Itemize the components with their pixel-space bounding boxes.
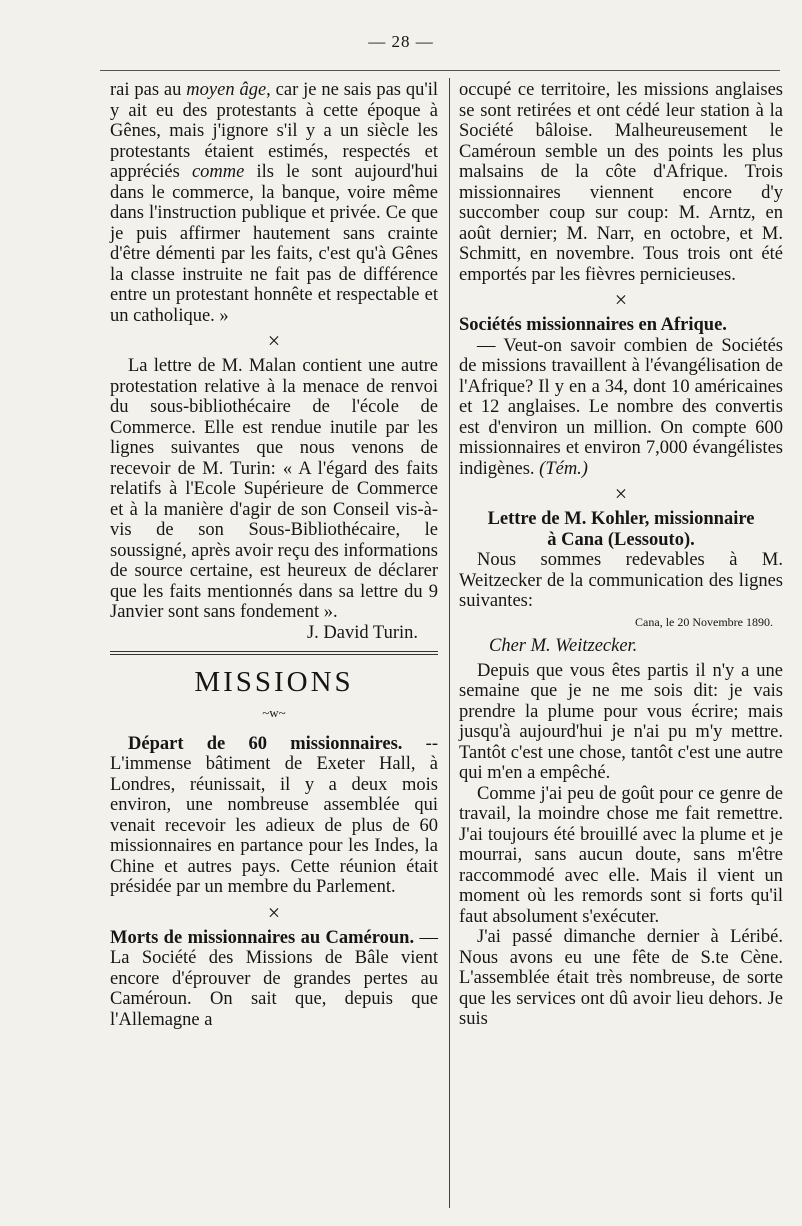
left-column xyxy=(110,80,438,1030)
section-separator: × xyxy=(267,899,281,925)
paragraph: rai pas au moyen âge, car je ne sais pas qu'il y ait eu des protestants à cette époque à Gênes, mais j'ignore s'il y a un siècle les protestants étaient estimés, respectés et appréciés comme ils le sont aujourd'hui dans le commerce, la banque, voire même dans l'instruction publique et privée. Ce que je puis affirmer hautement sans crainte d'être démenti par les faits, c'est qu'à Gênes la classe instruite ne fait pas de différence entre un protestant honnête et respectable et un catholique. » xyxy=(110,80,438,326)
ornament: ~w~ xyxy=(262,705,286,720)
article-heading: à Cana (Lessouto). xyxy=(547,529,695,550)
section-separator: × xyxy=(267,328,281,353)
paragraph: Départ de 60 missionnaires. -- L'immense bâtiment de Exeter Hall, à Londres, réunissait, il y a deux mois environ, une nombreuse assemblée qui venait recevoir les adieux de plus de 60 missionnaires en partance pour les Indes, la Chine et autres pays. Cette réunion était présidée par un membre du Parlement. xyxy=(110,733,439,897)
paragraph: Morts de missionnaires au Caméroun. — La Société des Missions de Bâle vient encore d'éprouver de grandes pertes au Caméroun. On sait que, depuis que l'Allemagne a xyxy=(110,927,438,1030)
right-column xyxy=(459,80,783,1030)
paragraph: occupé ce territoire, les missions anglaises se sont retirées et ont cédé leur station à la Société bâloise. Malheureusement le Caméroun semble un des points les plus malsains de la côte d'Afrique. Trois missionnaires viennent encore d'y succomber coup sur coup: M. Arntz, en août dernier; M. Narr, en octobre, et M. Schmitt, en novembre. Tous trois ont été emportés par les fièvres pernicieuses. xyxy=(459,80,783,285)
letter-date: Cana, le 20 Novembre 1890. xyxy=(635,614,773,629)
header-rule xyxy=(100,70,780,71)
column-divider xyxy=(449,78,450,1208)
paragraph: J'ai passé dimanche dernier à Léribé. Nous avons eu une fête de S.te Cène. L'assemblée était très nombreuse, de sorte que les services ont dû avoir lieu dehors. Je suis xyxy=(459,927,783,1029)
paragraph: — Veut-on savoir combien de Sociétés de missions travaillent à l'évangélisation de l'Afrique? Il y en a 34, dont 10 américaines et 12 anglaises. Le nombre des convertis est d'environ un million. On compte 600 missionnaires et environ 7,000 évangélistes indigènes. (Tém.) xyxy=(459,335,783,479)
page-number: — 28 — xyxy=(368,32,434,51)
section-separator: × xyxy=(614,287,628,312)
paragraph: Depuis que vous êtes partis il n'y a une semaine que je ne me sois dit: je vais prendre la plume pour vous écrire; mais jusqu'à aujourd'hui je n'ai pu m'y mettre. Tantôt c'est une chose, tantôt c'est une autre qui m'en a empêché. xyxy=(459,660,783,783)
paragraph: La lettre de M. Malan contient une autre protestation relative à la menace de renvoi du sous-bibliothécaire de l'école de Commerce. Elle est rendue inutile par les lignes suivantes que nous venons de recevoir de M. Turin: « A l'égard des faits relatifs à l'Ecole Supérieure de Commerce et à la manière d'agir de son Conseil vis-à-vis de son Sous-Bibliothécaire, le soussigné, après avoir reçu des informations de source certaine, est heureux de déclarer que les faits mentionnés dans sa lettre du 9 Janvier sont sans fondement ». xyxy=(110,356,438,622)
section-title: MISSIONS xyxy=(194,666,354,698)
article-heading: Morts de missionnaires au Caméroun. xyxy=(110,927,415,948)
article-heading: Lettre de M. Kohler, missionnaire xyxy=(487,509,755,529)
paragraph: Nous sommes redevables à M. Weitzecker de la communication des lignes suivantes: xyxy=(459,550,783,611)
paragraph: Comme j'ai peu de goût pour ce genre de travail, la moindre chose me fait remettre. J'ai toujours été brouillé avec la plume et je mourrai, sans aucun doute, sans m'être raccommodé avec elle. Mais il vient un moment où les remords sont si forts qu'il faut absolument s'exécuter. xyxy=(459,783,783,927)
section-separator: × xyxy=(614,481,628,506)
article-heading: Départ de 60 missionnaires. xyxy=(128,733,403,754)
double-rule xyxy=(110,651,438,655)
signature: J. David Turin. xyxy=(306,622,418,643)
article-heading: Sociétés missionnaires en Afrique. xyxy=(459,315,727,335)
salutation: Cher M. Weitzecker. xyxy=(489,636,638,656)
